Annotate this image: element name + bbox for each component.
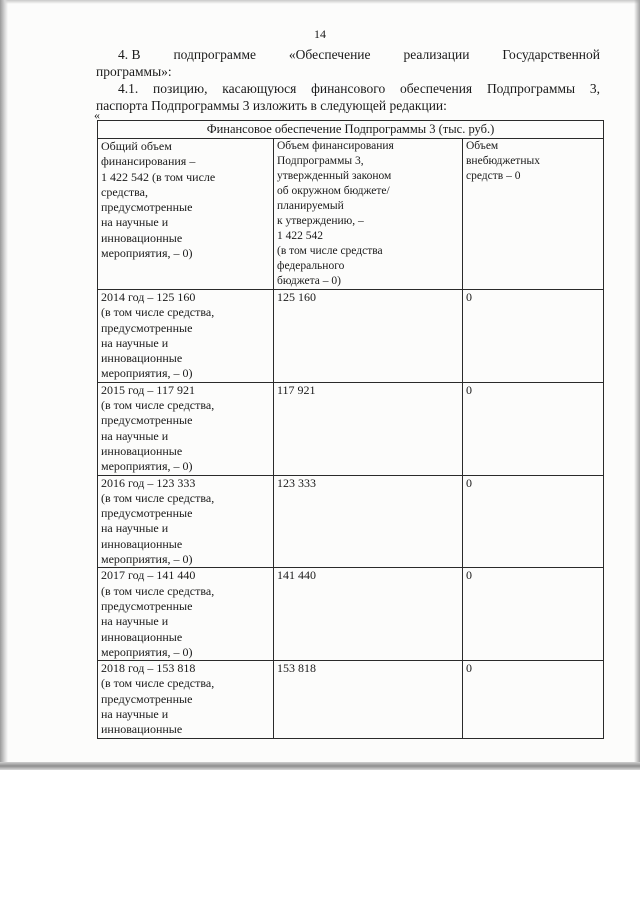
year-line: на научные и	[101, 335, 169, 350]
extrabudgetary-amount-cell: 0	[463, 661, 604, 738]
year-line: на научные и	[101, 521, 169, 536]
word: касающуюся	[222, 81, 297, 96]
word: финансового	[311, 81, 386, 96]
header-line: бюджета – 0)	[277, 275, 341, 287]
word: 4. В	[118, 47, 141, 62]
header-line: об окружном бюджете/	[277, 185, 390, 197]
year-line: мероприятия, – 0)	[101, 552, 193, 567]
year-line: инновационные	[101, 722, 183, 737]
header-line: Подпрограммы 3,	[277, 155, 364, 167]
header-line: Объем финансирования	[277, 140, 394, 152]
table-row-2017	[98, 568, 604, 661]
approved-amount-cell: 141 440	[274, 568, 463, 661]
year-line: 2014 год – 125 160	[101, 290, 196, 304]
approved-amount-cell: 123 333	[274, 475, 463, 568]
header-line: к утверждению, –	[277, 215, 364, 227]
word: «Обеспечение	[288, 47, 371, 62]
table-caption-row	[98, 121, 604, 139]
header-line: внебюджетных	[466, 155, 540, 167]
header-line: 1 422 542 (в том числе	[101, 169, 216, 184]
header-cell-approved	[274, 139, 463, 290]
word: 3,	[589, 81, 600, 96]
year-line: на научные и	[101, 614, 169, 629]
approved-amount-cell: 125 160	[274, 290, 463, 383]
year-line: 2015 год – 117 921	[101, 382, 195, 397]
word: Государственной	[502, 47, 600, 62]
table-row-2018	[98, 661, 604, 738]
header-line: Объем	[466, 140, 499, 152]
paragraph-4-1-line-2: паспорта Подпрограммы 3 изложить в следующей редакции:	[96, 98, 447, 113]
extrabudgetary-amount-cell: 0	[463, 475, 604, 568]
financing-table	[97, 120, 604, 739]
year-cell	[98, 382, 274, 475]
extrabudgetary-amount-cell: 0	[463, 568, 604, 661]
year-cell	[98, 475, 274, 568]
year-line: на научные и	[101, 428, 169, 443]
paragraph-4-1	[96, 80, 600, 114]
header-line: 1 422 542	[277, 230, 323, 242]
header-line: (в том числе средства	[277, 245, 383, 257]
scan-shadow-right	[634, 0, 640, 768]
header-line: мероприятия, – 0)	[101, 246, 193, 261]
year-line: инновационные	[101, 351, 183, 366]
year-line: 2018 год – 153 818	[101, 661, 196, 676]
table-row-2016	[98, 475, 604, 568]
year-line: мероприятия, – 0)	[101, 366, 193, 381]
header-line: средств – 0	[466, 170, 521, 182]
year-line: 2017 год – 141 440	[101, 568, 196, 583]
header-cell-total	[98, 139, 274, 290]
header-line: планируемый	[277, 200, 344, 212]
header-line: средства,	[101, 184, 149, 199]
year-line: предусмотренные	[101, 413, 193, 428]
header-line: на научные и	[101, 215, 169, 230]
year-line: предусмотренные	[101, 506, 193, 521]
scan-bottom-edge	[0, 762, 640, 770]
year-line: 2016 год – 123 333	[101, 475, 196, 490]
scan-shadow-left	[0, 0, 8, 768]
word: Подпрограммы	[486, 81, 576, 96]
extrabudgetary-amount-cell: 0	[463, 290, 604, 383]
table-header-row	[98, 139, 604, 290]
year-line: предусмотренные	[101, 691, 193, 706]
opening-quote-mark: «	[94, 108, 100, 122]
header-cell-extrabudgetary	[463, 139, 604, 290]
year-line: на научные и	[101, 707, 169, 722]
approved-amount-cell: 117 921	[274, 382, 463, 475]
paragraph-4-line-2: программы»:	[96, 64, 172, 79]
year-cell	[98, 661, 274, 738]
year-line: предусмотренные	[101, 598, 193, 613]
year-line: (в том числе средства,	[101, 676, 215, 691]
paragraph-4-line-1	[96, 46, 600, 63]
year-line: инновационные	[101, 536, 183, 551]
header-line: предусмотренные	[101, 200, 193, 215]
word: обеспечения	[400, 81, 473, 96]
word: 4.1.	[118, 81, 139, 96]
year-line: (в том числе средства,	[101, 305, 215, 320]
word: подпрограмме	[173, 47, 256, 62]
year-line: мероприятия, – 0)	[101, 644, 193, 659]
year-line: (в том числе средства,	[101, 490, 215, 505]
year-line: инновационные	[101, 443, 183, 458]
year-line: (в том числе средства,	[101, 583, 215, 598]
year-line: мероприятия, – 0)	[101, 459, 193, 474]
header-line: Общий объем	[101, 139, 172, 153]
scan-shadow-top	[0, 0, 640, 4]
year-cell	[98, 290, 274, 383]
table-caption: Финансовое обеспечение Подпрограммы 3 (тыс. руб.)	[98, 121, 604, 139]
page-number: 14	[314, 27, 326, 41]
year-line: (в том числе средства,	[101, 398, 215, 413]
header-line: утвержденный законом	[277, 170, 392, 182]
paragraph-4	[96, 46, 600, 80]
year-line: предусмотренные	[101, 320, 193, 335]
table-row-2014	[98, 290, 604, 383]
word: позицию,	[153, 81, 208, 96]
paragraph-4-1-line-1	[96, 80, 600, 97]
header-line: инновационные	[101, 230, 183, 245]
extrabudgetary-amount-cell: 0	[463, 382, 604, 475]
word: реализации	[403, 47, 470, 62]
header-line: федерального	[277, 260, 345, 272]
header-line: финансирования –	[101, 154, 196, 169]
approved-amount-cell: 153 818	[274, 661, 463, 738]
year-line: инновационные	[101, 629, 183, 644]
year-cell	[98, 568, 274, 661]
table-row-2015	[98, 382, 604, 475]
